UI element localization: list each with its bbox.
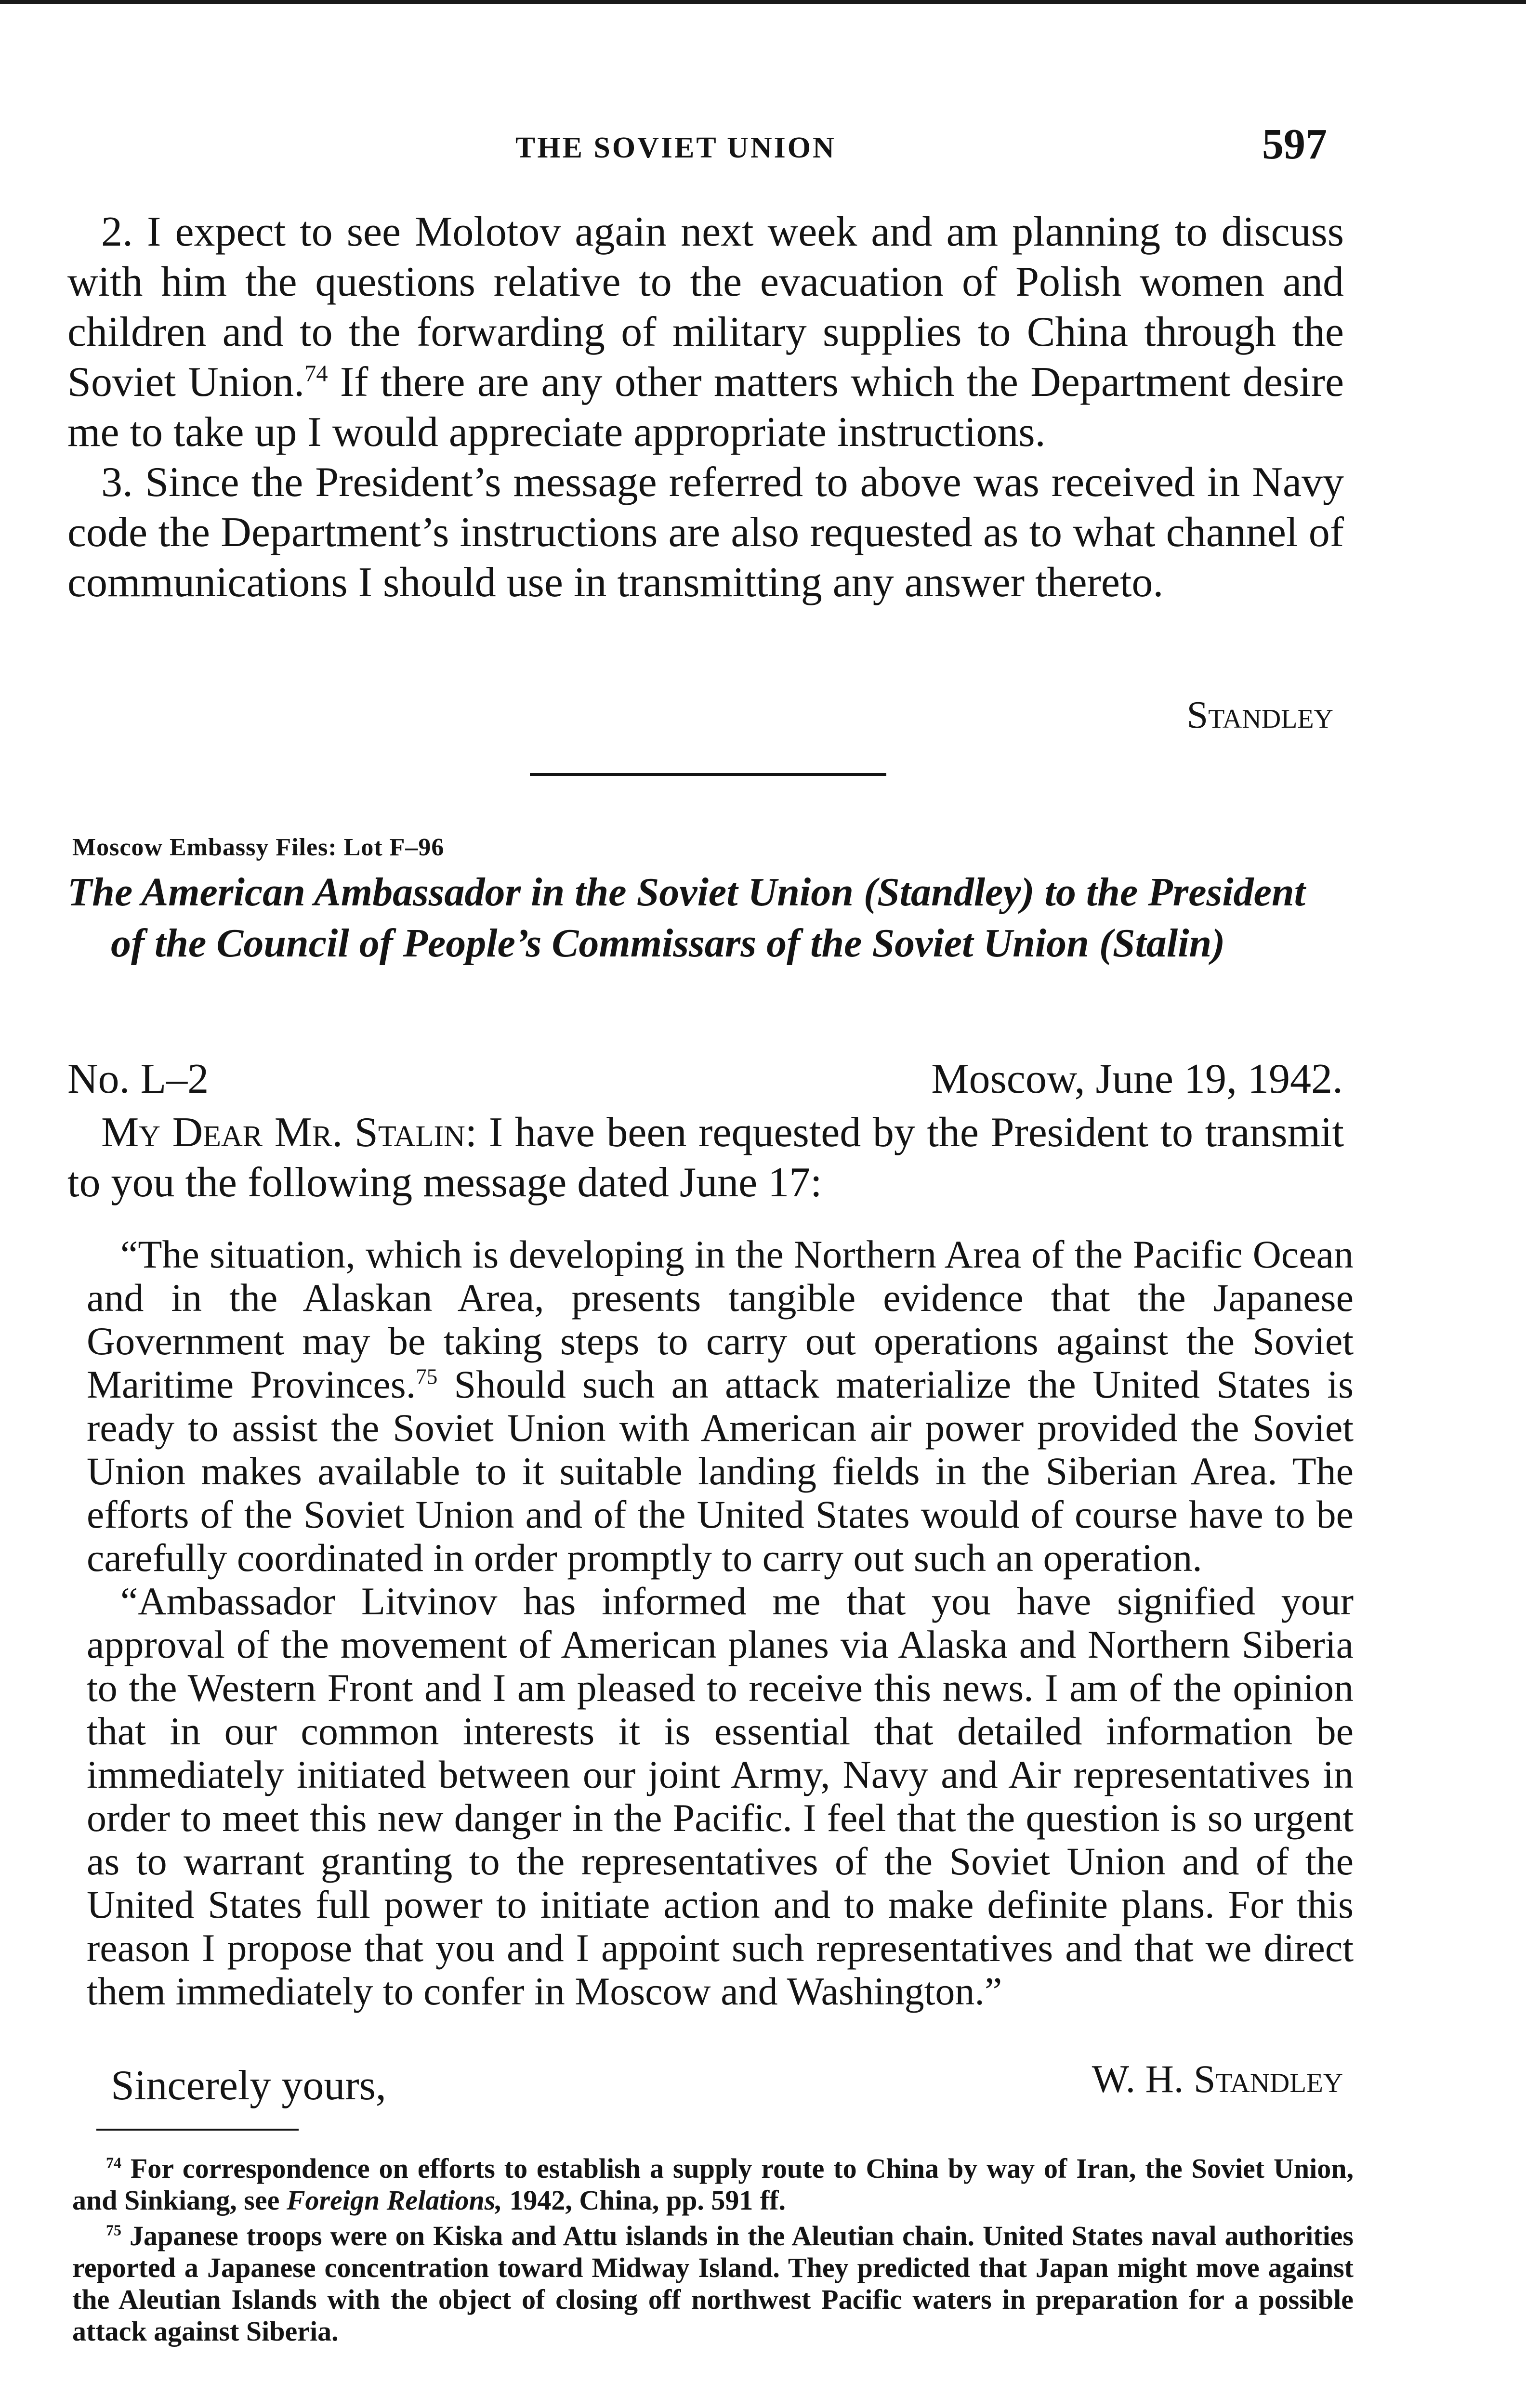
paragraph-text: “Ambassador Litvinov has informed me that you have signified your approval of the movement of American planes via Alaska and Northern Siberia to the Western Front and I am pleased to receive this news. I am of the opinion that in our common interests it is essential that detailed information be immediately initiated between our joint Army, Navy and Air representatives in order to meet this new danger in the Pacific. I feel that the question is so urgent as to warrant granting to the representatives of the Soviet Union and of the United States full power to initiate action and to make definite plans. For this reason I propose that you and I appoint such representatives and that we direct them immediately to confer in Moscow and Washington.” [87,1579,1354,2013]
section-divider [530,773,886,776]
footnote-75 [72,2220,1354,2347]
salutation-paragraph [67,1108,1344,1208]
footnote-ref: 74 [304,361,328,387]
footnote-ref: 75 [416,1364,438,1389]
paragraph-text: Should such an attack materialize the United States is ready to assist the Soviet Union with American air power provided the Soviet Union makes available to it suitable landing fields in the Siberian Area. The efforts of the Soviet Union and of the United States would of course have to be carefully coordinated in order promptly to carry out such an operation. [87,1362,1354,1580]
footnote-text: 1942, China, pp. 591 ff. [502,2185,786,2216]
page-number: 597 [1262,120,1327,168]
top-border [0,0,1526,4]
signer: W. H. Standley [1092,2057,1343,2101]
source-line: Moscow Embassy Files: Lot F–96 [72,834,445,861]
document-heading: The American Ambassador in the Soviet Union (Standley) to the President of the Council of People’s Commissars of the Soviet Union (Stalin) [67,870,1305,966]
footnote-divider [96,2129,299,2131]
footnote-text: Japanese troops were on Kiska and Attu islands in the Aleutian chain. United States naval authorities reported a Japanese concentration toward Midway Island. They predicted that Japan might move against the Aleutian Islands with the object of closing off northwest Pacific waters in preparation for a possible attack against Siberia. [72,2220,1354,2347]
paragraph-text: If there are any other matters which the Department desire me to take up I would appreciate appropriate instructions. [67,359,1344,456]
footnote-text: For correspondence on efforts to establish a supply route to China by way of Iran, the Soviet Union, and Sinkiang, see [72,2153,1354,2216]
previous-signature: Standley [1186,694,1333,736]
salutation: My Dear Mr. Stalin: [101,1109,477,1156]
footnote-74 [72,2153,1354,2216]
message-paragraph-1 [87,1233,1354,1580]
intro-text: I have been requested by the President to transmit to you the following message dated June 17: [67,1109,1344,1206]
document-number: No. L–2 [67,1056,209,1102]
running-head: THE SOVIET UNION [515,131,836,164]
closing: Sincerely yours, [111,2062,386,2109]
footnote-number: 74 [106,2154,121,2172]
footnote-italic: Foreign Relations, [286,2185,502,2216]
president-message [87,1233,1354,2013]
paragraph-3 [67,458,1344,608]
paragraph-text: 2. I expect to see Molotov again next week and am planning to discuss with him the questions relative to the evacuation of Polish women and children and to the forwarding of military supplies to China through the Soviet Union. [67,209,1344,406]
footnote-number: 75 [106,2222,121,2239]
letter-intro [67,1108,1344,1208]
footnotes [72,2153,1354,2351]
paragraph-2 [67,207,1344,458]
paragraph-text: “The situation, which is developing in the Northern Area of the Pacific Ocean and in the Alaskan Area, presents tangible evidence that the Japanese Government may be taking steps to carry out operations against the Soviet Maritime Provinces. [87,1232,1354,1406]
paragraph-text: 3. Since the President’s message referred to above was received in Navy code the Department’s instructions are also requested as to what channel of communications I should use in transmitting any answer thereto. [67,459,1344,606]
dateline: Moscow, June 19, 1942. [931,1056,1343,1102]
previous-document-body [67,207,1344,608]
message-paragraph-2 [87,1580,1354,2013]
